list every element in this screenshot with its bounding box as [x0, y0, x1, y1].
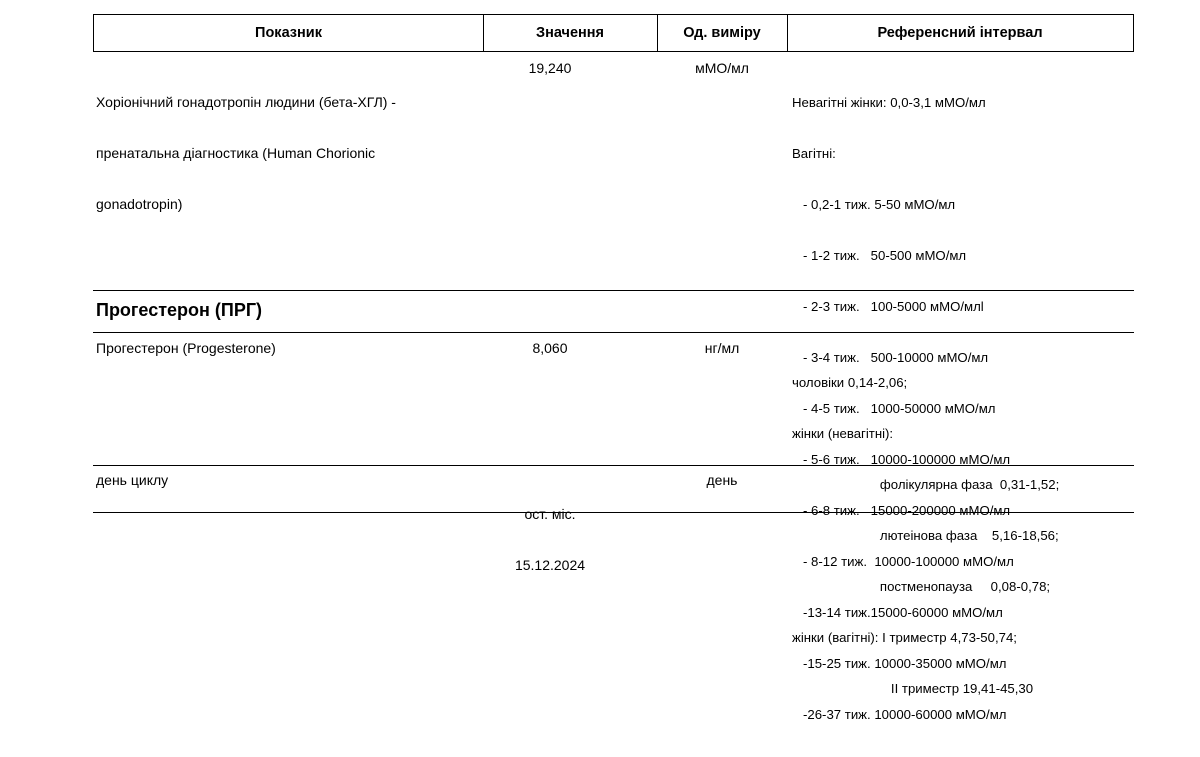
- progesterone-value: 8,060: [532, 340, 568, 356]
- hcg-reference-line: - 0,2-1 тиж. 5-50 мМО/мл: [792, 197, 956, 212]
- progesterone-reference-line: жінки (невагітні):: [792, 426, 894, 441]
- cycle-day-value-line: ост. міс.: [524, 506, 576, 522]
- row-divider: [93, 332, 1134, 333]
- hcg-reference-line: -26-37 тиж. 10000-60000 мМО/мл: [792, 707, 1007, 722]
- header-unit: Од. виміру: [683, 25, 761, 41]
- progesterone-reference-line: фолікулярна фаза 0,31-1,52;: [792, 477, 1060, 492]
- hcg-reference-line: -15-25 тиж. 10000-35000 мМО/мл: [792, 656, 1007, 671]
- header-reference: Референсний інтервал: [877, 25, 1043, 41]
- cycle-day-value-line: 15.12.2024: [514, 557, 586, 573]
- table-bottom-border: [93, 512, 1134, 513]
- cycle-day-unit: день: [706, 472, 738, 488]
- hcg-unit: мМО/мл: [695, 60, 749, 76]
- hcg-name-line: Хоріонічний гонадотропін людини (бета-ХГЛ) -: [96, 94, 396, 110]
- hcg-reference-line: Вагітні:: [792, 146, 836, 161]
- hcg-reference-line: - 5-6 тиж. 10000-100000 мМО/мл: [792, 452, 1011, 467]
- progesterone-reference-line: чоловіки 0,14-2,06;: [792, 375, 908, 390]
- hcg-name-line: gonadotropin): [96, 196, 183, 212]
- hcg-reference-line: - 2-3 тиж. 100-5000 мМО/млl: [792, 299, 984, 314]
- hcg-value: 19,240: [528, 60, 572, 76]
- progesterone-reference-line: II триместр 19,41-45,30: [792, 681, 1034, 696]
- progesterone-name: Прогестерон (Progesterone): [96, 340, 276, 356]
- hcg-reference-line: Невагітні жінки: 0,0-3,1 мМО/мл: [792, 95, 986, 110]
- hcg-reference-line: - 4-5 тиж. 1000-50000 мМО/мл: [792, 401, 996, 416]
- hcg-reference-line: -13-14 тиж.15000-60000 мМО/мл: [792, 605, 1003, 620]
- row-divider: [93, 290, 1134, 291]
- progesterone-reference-line: лютеінова фаза 5,16-18,56;: [792, 528, 1059, 543]
- table-header: [93, 14, 1134, 52]
- progesterone-unit: нг/мл: [704, 340, 740, 356]
- hcg-reference-line: - 3-4 тиж. 500-10000 мМО/мл: [792, 350, 989, 365]
- section-title: Прогестерон (ПРГ): [96, 300, 263, 320]
- cycle-day-name: день циклу: [96, 472, 169, 488]
- progesterone-reference-line: постменопаузa 0,08-0,78;: [792, 579, 1051, 594]
- hcg-name: [96, 60, 396, 247]
- progesterone-reference: [792, 340, 1059, 731]
- progesterone-reference-line: жінки (вагітні): I триместр 4,73-50,74;: [792, 630, 1017, 645]
- header-indicator: Показник: [255, 25, 322, 41]
- hcg-reference-line: - 8-12 тиж. 10000-100000 мМО/мл: [792, 554, 1014, 569]
- header-value: Значення: [535, 25, 604, 41]
- hcg-reference-line: - 1-2 тиж. 50-500 мМО/мл: [792, 248, 967, 263]
- hcg-name-line: пренатальна діагностика (Human Chorionic: [96, 145, 376, 161]
- hcg-reference-line: - 6-8 тиж. 15000-200000 мМО/мл: [792, 503, 1011, 518]
- row-divider: [93, 465, 1134, 466]
- cycle-day-value: [485, 472, 615, 608]
